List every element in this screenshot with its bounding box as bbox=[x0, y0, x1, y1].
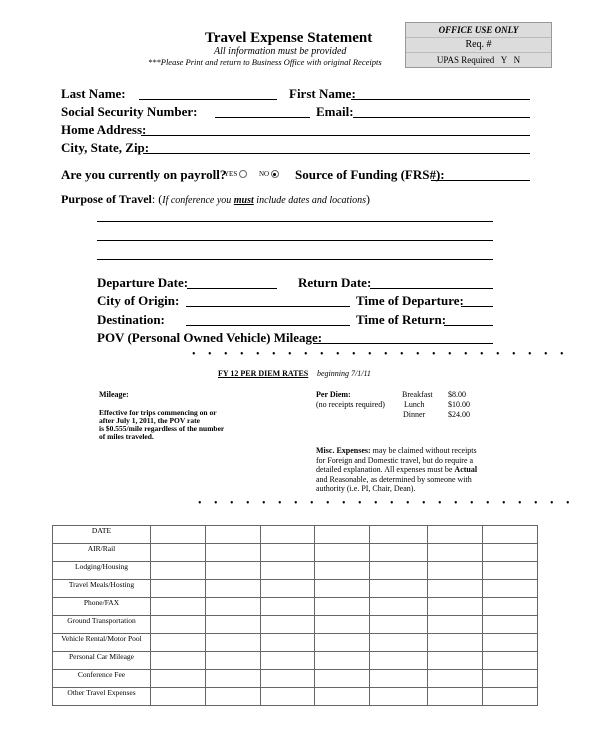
time-return-label: Time of Return: bbox=[356, 312, 447, 327]
expense-cell[interactable] bbox=[428, 616, 483, 634]
purpose-label: Purpose of Travel bbox=[61, 192, 152, 206]
table-row bbox=[53, 616, 538, 634]
expense-cell[interactable] bbox=[370, 616, 428, 634]
expense-cell[interactable] bbox=[428, 670, 483, 688]
divider-dots-2: • • • • • • • • • • • • • • • • • • • • • • • • bbox=[198, 498, 575, 509]
expense-cell[interactable] bbox=[370, 526, 428, 544]
expense-cell[interactable] bbox=[370, 562, 428, 580]
row-label: Personal Car Mileage bbox=[53, 652, 151, 670]
purpose-line-1[interactable] bbox=[97, 221, 493, 222]
expense-cell[interactable] bbox=[261, 652, 315, 670]
ssn-label: Social Security Number: bbox=[61, 104, 198, 119]
pov-mileage-field[interactable] bbox=[313, 343, 493, 344]
mileage-label: Mileage: bbox=[99, 390, 129, 399]
city-origin-field[interactable] bbox=[186, 306, 350, 307]
time-departure-label: Time of Departure: bbox=[356, 293, 464, 308]
city-state-zip-field[interactable] bbox=[143, 153, 530, 154]
meal-name: Dinner bbox=[403, 410, 426, 419]
expense-cell[interactable] bbox=[483, 562, 538, 580]
expense-cell[interactable] bbox=[261, 580, 315, 598]
expense-cell[interactable] bbox=[206, 598, 261, 616]
office-use-heading: OFFICE USE ONLY bbox=[406, 23, 551, 38]
per-diem-label: Per Diem: bbox=[316, 390, 351, 399]
expense-cell[interactable] bbox=[483, 652, 538, 670]
expense-cell[interactable] bbox=[428, 634, 483, 652]
payroll-no-option[interactable] bbox=[259, 170, 279, 178]
misc-text: , as determined by someone with bbox=[366, 474, 472, 484]
funding-field[interactable] bbox=[431, 180, 530, 181]
city-origin-label: City of Origin: bbox=[97, 293, 180, 308]
expense-cell[interactable] bbox=[483, 526, 538, 544]
form-title: Travel Expense Statement bbox=[205, 30, 373, 46]
home-address-label: Home Address: bbox=[61, 122, 147, 137]
meal-name: Breakfast bbox=[402, 390, 433, 399]
mileage-line: Effective for trips commencing on or bbox=[99, 408, 217, 417]
expense-cell[interactable] bbox=[428, 688, 483, 706]
misc-actual: Actual bbox=[454, 465, 478, 474]
row-label: Vehicle Rental/Motor Pool bbox=[53, 634, 151, 652]
expense-cell[interactable] bbox=[428, 526, 483, 544]
table-row bbox=[53, 544, 538, 562]
expense-cell[interactable] bbox=[370, 544, 428, 562]
table-row bbox=[53, 598, 538, 616]
departure-date-field[interactable] bbox=[187, 288, 277, 289]
mileage-line: after July 1, 2011, the POV rate bbox=[99, 416, 200, 425]
last-name-field[interactable] bbox=[139, 99, 277, 100]
upas-required: UPAS Required Y N bbox=[436, 55, 521, 65]
expense-cell[interactable] bbox=[370, 598, 428, 616]
expense-cell[interactable] bbox=[151, 688, 206, 706]
row-label: Travel Meals/Hosting bbox=[53, 580, 151, 598]
table-row bbox=[53, 562, 538, 580]
expense-cell[interactable] bbox=[151, 652, 206, 670]
expense-cell[interactable] bbox=[206, 670, 261, 688]
meal-name: Lunch bbox=[404, 400, 425, 409]
expense-cell[interactable] bbox=[261, 526, 315, 544]
misc-reasonable: and Reasonable bbox=[316, 474, 367, 484]
misc-line bbox=[316, 475, 477, 485]
misc-text: may be claimed without receipts bbox=[370, 446, 477, 455]
table-row bbox=[53, 652, 538, 670]
email-label: Email: bbox=[316, 104, 354, 119]
misc-line bbox=[316, 465, 477, 475]
meal-rate-row bbox=[402, 400, 470, 410]
expense-cell[interactable] bbox=[261, 562, 315, 580]
expense-cell[interactable] bbox=[206, 526, 261, 544]
divider-dots-1: • • • • • • • • • • • • • • • • • • • • • • • • bbox=[192, 349, 569, 360]
expense-cell[interactable] bbox=[206, 652, 261, 670]
purpose-note: If conference you bbox=[162, 195, 234, 206]
expense-cell[interactable] bbox=[483, 598, 538, 616]
expense-cell[interactable] bbox=[261, 616, 315, 634]
expense-cell[interactable] bbox=[151, 562, 206, 580]
expense-cell[interactable] bbox=[151, 634, 206, 652]
expense-cell[interactable] bbox=[315, 562, 370, 580]
return-date-field[interactable] bbox=[370, 288, 493, 289]
purpose-line-3[interactable] bbox=[97, 259, 493, 260]
destination-label: Destination: bbox=[97, 312, 165, 327]
row-label: Lodging/Housing bbox=[53, 562, 151, 580]
table-row bbox=[53, 670, 538, 688]
expense-cell[interactable] bbox=[483, 634, 538, 652]
expense-cell[interactable] bbox=[206, 634, 261, 652]
row-label: Conference Fee bbox=[53, 670, 151, 688]
mileage-line: is $0.555/mile regardless of the number bbox=[99, 424, 225, 433]
mileage-text bbox=[99, 409, 224, 441]
ssn-field[interactable] bbox=[215, 117, 310, 118]
expense-cell[interactable] bbox=[428, 580, 483, 598]
meal-amount: $10.00 bbox=[448, 400, 470, 409]
expense-cell[interactable] bbox=[206, 544, 261, 562]
time-return-field[interactable] bbox=[444, 325, 493, 326]
expense-cell[interactable] bbox=[428, 544, 483, 562]
expense-cell[interactable] bbox=[261, 670, 315, 688]
purpose-line-2[interactable] bbox=[97, 240, 493, 241]
form-subtitle: All information must be provided bbox=[214, 46, 347, 57]
per-diem-heading: FY 12 PER DIEM RATES bbox=[218, 369, 309, 378]
home-address-field[interactable] bbox=[141, 135, 530, 136]
departure-date-text: Departure Date: bbox=[97, 275, 189, 290]
payroll-yes-option[interactable] bbox=[224, 170, 247, 178]
expense-cell[interactable] bbox=[151, 670, 206, 688]
expense-cell[interactable] bbox=[151, 580, 206, 598]
expense-cell[interactable] bbox=[315, 544, 370, 562]
misc-line: authority (i.e. PI, Chair, Dean). bbox=[316, 484, 416, 493]
expense-cell[interactable] bbox=[428, 598, 483, 616]
purpose-heading: Purpose of Travel: (If conference you must include dates and locations) bbox=[61, 192, 371, 206]
time-departure-field[interactable] bbox=[461, 306, 493, 307]
expense-cell[interactable] bbox=[315, 598, 370, 616]
last-name-label: Last Name: bbox=[61, 86, 126, 101]
expense-cell[interactable] bbox=[315, 652, 370, 670]
no-radio[interactable] bbox=[271, 170, 279, 178]
expense-cell[interactable] bbox=[206, 688, 261, 706]
per-diem-note: (no receipts required) bbox=[316, 400, 385, 409]
first-name-label: First Name: bbox=[289, 86, 356, 101]
expense-cell[interactable] bbox=[261, 544, 315, 562]
row-label: AIR/Rail bbox=[53, 544, 151, 562]
table-row bbox=[53, 526, 538, 544]
purpose-note-must: must bbox=[233, 195, 254, 206]
expense-cell[interactable] bbox=[315, 580, 370, 598]
pov-mileage-label: POV (Personal Owned Vehicle) Mileage: bbox=[97, 330, 323, 345]
expense-cell[interactable] bbox=[315, 526, 370, 544]
city-state-zip-label: City, State, Zip: bbox=[61, 140, 150, 155]
expense-cell[interactable] bbox=[261, 688, 315, 706]
yes-label: YES bbox=[224, 170, 238, 178]
misc-label: Misc. Expenses: bbox=[316, 446, 371, 455]
office-use-box bbox=[405, 22, 552, 68]
meal-rate-row bbox=[402, 410, 470, 420]
expense-cell[interactable] bbox=[370, 634, 428, 652]
expense-cell[interactable] bbox=[483, 544, 538, 562]
row-label: Ground Transportation bbox=[53, 616, 151, 634]
per-diem-block bbox=[316, 390, 385, 410]
table-row bbox=[53, 634, 538, 652]
expense-cell[interactable] bbox=[370, 580, 428, 598]
req-number: Req. # bbox=[406, 38, 551, 53]
meal-amount: $24.00 bbox=[448, 410, 470, 419]
email-field[interactable] bbox=[353, 117, 530, 118]
funding-label: Source of Funding (FRS#): bbox=[295, 167, 445, 182]
return-date-label: Return Date: bbox=[298, 275, 372, 290]
expense-cell[interactable] bbox=[151, 544, 206, 562]
expense-cell[interactable] bbox=[315, 670, 370, 688]
expense-cell[interactable] bbox=[206, 562, 261, 580]
expense-cell[interactable] bbox=[261, 634, 315, 652]
row-label: DATE bbox=[53, 526, 151, 544]
table-row bbox=[53, 688, 538, 706]
no-label: NO bbox=[259, 170, 270, 178]
first-name-field[interactable] bbox=[351, 99, 530, 100]
yes-radio[interactable] bbox=[239, 170, 247, 178]
expense-cell[interactable] bbox=[151, 616, 206, 634]
expense-cell[interactable] bbox=[428, 562, 483, 580]
payroll-question: Are you currently on payroll? bbox=[61, 167, 227, 182]
expense-cell[interactable] bbox=[370, 652, 428, 670]
expense-cell[interactable] bbox=[315, 688, 370, 706]
expense-cell[interactable] bbox=[315, 634, 370, 652]
expense-cell[interactable] bbox=[483, 616, 538, 634]
expense-cell[interactable] bbox=[206, 616, 261, 634]
meal-amount: $8.00 bbox=[448, 390, 466, 399]
destination-field[interactable] bbox=[186, 325, 350, 326]
expense-cell[interactable] bbox=[206, 580, 261, 598]
row-label: Phone/FAX bbox=[53, 598, 151, 616]
mileage-line: of miles traveled. bbox=[99, 432, 154, 441]
misc-text: detailed explanation. All expenses must be bbox=[316, 465, 455, 474]
expense-cell[interactable] bbox=[483, 670, 538, 688]
meal-rate-row bbox=[402, 390, 470, 400]
meal-rates bbox=[402, 390, 470, 420]
expense-cell[interactable] bbox=[151, 598, 206, 616]
per-diem-beginning: beginning 7/1/11 bbox=[317, 369, 371, 378]
misc-line: for Foreign and Domestic travel, but do require a bbox=[316, 455, 474, 465]
misc-line bbox=[316, 446, 477, 456]
expense-cell[interactable] bbox=[483, 688, 538, 706]
expense-cell[interactable] bbox=[428, 652, 483, 670]
expense-cell[interactable] bbox=[151, 526, 206, 544]
misc-expenses-block bbox=[316, 446, 477, 494]
expense-cell[interactable] bbox=[370, 670, 428, 688]
expense-cell[interactable] bbox=[261, 598, 315, 616]
expense-cell[interactable] bbox=[315, 616, 370, 634]
expense-table bbox=[52, 525, 538, 706]
expense-cell[interactable] bbox=[483, 580, 538, 598]
row-label: Other Travel Expenses bbox=[53, 688, 151, 706]
departure-date-label bbox=[97, 275, 188, 291]
purpose-note-end: include dates and locations bbox=[253, 195, 367, 206]
table-row bbox=[53, 580, 538, 598]
expense-cell[interactable] bbox=[370, 688, 428, 706]
form-instructions: ***Please Print and return to Business Office with original Receipts bbox=[148, 57, 382, 67]
